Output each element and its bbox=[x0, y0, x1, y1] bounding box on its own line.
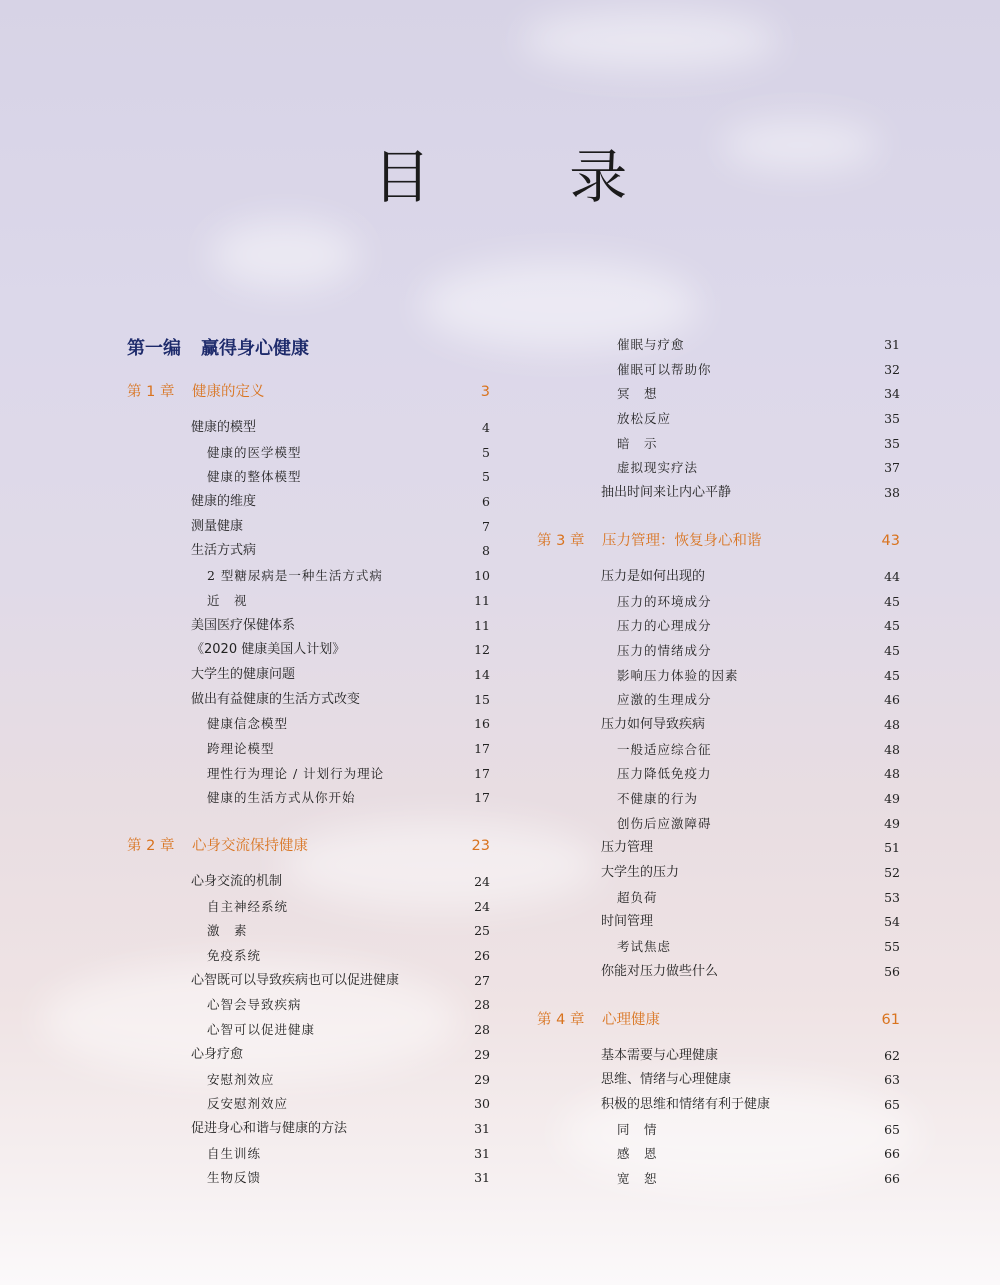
entry-page-number: 24 bbox=[474, 874, 490, 889]
toc-subentry[interactable] bbox=[127, 564, 490, 589]
entry-page-number: 6 bbox=[482, 494, 490, 510]
entry-title: 自主神经系统 bbox=[207, 898, 289, 914]
entry-title: 健康的模型 bbox=[191, 420, 257, 435]
toc-subentry[interactable] bbox=[537, 407, 900, 432]
entry-page-number: 15 bbox=[474, 691, 490, 707]
entry-page-number: 5 bbox=[482, 444, 490, 460]
entry-page-number: 8 bbox=[482, 543, 490, 559]
toc-subentry[interactable] bbox=[537, 333, 900, 358]
entry-page-number: 11 bbox=[474, 592, 490, 608]
chapter-number: 第 3 章 bbox=[537, 532, 585, 549]
entry-page-number: 25 bbox=[474, 923, 490, 939]
entry-page-number: 11 bbox=[474, 617, 490, 633]
toc-subentry[interactable] bbox=[537, 812, 900, 837]
entry-page-number: 63 bbox=[884, 1072, 900, 1088]
entry-title: 心身疗愈 bbox=[191, 1046, 244, 1062]
entry-title: 健康的生活方式从你开始 bbox=[207, 790, 356, 806]
chapter-title: 压力管理：恢复身心和谐 bbox=[602, 532, 762, 549]
entry-page-number: 48 bbox=[884, 716, 900, 732]
entry-title: 压力的心理成分 bbox=[617, 618, 712, 634]
entry-title: 心身交流的机制 bbox=[191, 874, 283, 889]
entry-page-number: 17 bbox=[474, 790, 490, 806]
entry-page-number: 49 bbox=[884, 815, 900, 831]
toc-subentry[interactable] bbox=[537, 886, 900, 911]
entry-title: 测量健康 bbox=[191, 518, 244, 534]
entry-title: 美国医疗保健体系 bbox=[191, 617, 296, 633]
entry-page-number: 51 bbox=[884, 840, 900, 856]
entry-page-number: 65 bbox=[884, 1121, 900, 1137]
entry-title: 时间管理 bbox=[601, 914, 654, 930]
toc-subentry[interactable] bbox=[537, 1142, 900, 1167]
entry-title: 心智会导致疾病 bbox=[207, 997, 302, 1013]
part-heading bbox=[127, 333, 490, 365]
chapter-entries bbox=[127, 870, 490, 1191]
entry-title: 心智可以促进健康 bbox=[207, 1022, 316, 1038]
entry-title: 理性行为理论 / 计划行为理论 bbox=[207, 765, 385, 781]
toc-subentry[interactable] bbox=[127, 944, 490, 969]
entry-title: 跨理论模型 bbox=[207, 740, 275, 756]
toc-entry[interactable] bbox=[537, 1044, 900, 1069]
toc-subentry[interactable] bbox=[537, 639, 900, 664]
entry-title: 冥 想 bbox=[617, 386, 658, 402]
toc-subentry[interactable] bbox=[537, 787, 900, 812]
chapter-number: 第 1 章 bbox=[127, 384, 175, 400]
entry-title: 近 视 bbox=[207, 592, 248, 608]
toc-entry[interactable] bbox=[127, 688, 490, 713]
chapter-entries bbox=[537, 1044, 900, 1192]
entry-title: 健康的医学模型 bbox=[207, 444, 302, 460]
chapter-page-number: 3 bbox=[480, 384, 490, 400]
entry-title: 大学生的压力 bbox=[601, 865, 680, 881]
cloud-decoration bbox=[210, 220, 360, 290]
chapter-title: 健康的定义 bbox=[192, 384, 265, 400]
chapter-number: 第 4 章 bbox=[537, 1011, 585, 1028]
entry-title: 一般适应综合征 bbox=[617, 741, 712, 757]
chapter-entries bbox=[127, 416, 490, 811]
entry-page-number: 45 bbox=[884, 618, 900, 634]
toc-entry[interactable] bbox=[127, 1117, 490, 1142]
entry-page-number: 31 bbox=[474, 1120, 490, 1136]
toc-entry[interactable] bbox=[537, 910, 900, 935]
toc-subentry[interactable] bbox=[537, 664, 900, 689]
entry-title: 激 素 bbox=[207, 923, 248, 939]
chapter-heading[interactable] bbox=[127, 377, 490, 407]
entry-title: 基本需要与心理健康 bbox=[601, 1047, 719, 1063]
entry-page-number: 49 bbox=[884, 791, 900, 806]
entry-title: 健康的维度 bbox=[191, 494, 257, 510]
entry-title: 压力降低免疫力 bbox=[617, 766, 712, 782]
entry-page-number: 45 bbox=[884, 593, 900, 609]
toc-subentry[interactable] bbox=[537, 762, 900, 787]
entry-title: 催眠可以帮助你 bbox=[617, 361, 712, 377]
toc-entry[interactable] bbox=[537, 713, 900, 738]
toc-entry[interactable] bbox=[127, 638, 490, 663]
toc-subentry[interactable] bbox=[537, 614, 900, 639]
entry-title: 促进身心和谐与健康的方法 bbox=[191, 1120, 348, 1136]
entry-title: 抽出时间来让内心平静 bbox=[601, 485, 732, 501]
chapter-list bbox=[127, 377, 490, 1191]
toc-left-column bbox=[127, 333, 490, 1211]
chapter-heading[interactable] bbox=[537, 526, 900, 556]
chapter-page-number: 23 bbox=[471, 838, 490, 854]
entry-title: 2 型糖尿病是一种生活方式病 bbox=[207, 568, 383, 584]
entry-page-number: 14 bbox=[474, 666, 490, 682]
toc-entry[interactable] bbox=[127, 663, 490, 688]
continued-entries bbox=[537, 333, 900, 506]
entry-page-number: 65 bbox=[884, 1096, 900, 1112]
entry-page-number: 38 bbox=[884, 485, 900, 501]
toc-subentry[interactable] bbox=[127, 1166, 490, 1191]
entry-title: 压力的情绪成分 bbox=[617, 642, 712, 658]
toc-subentry[interactable] bbox=[127, 441, 490, 466]
entry-title: 生物反馈 bbox=[207, 1170, 262, 1186]
toc-subentry[interactable] bbox=[127, 1142, 490, 1167]
entry-title: 你能对压力做些什么 bbox=[601, 963, 719, 979]
toc-entry[interactable] bbox=[537, 861, 900, 886]
entry-page-number: 28 bbox=[474, 1022, 490, 1038]
entry-title: 健康的整体模型 bbox=[207, 469, 302, 485]
entry-title: 生活方式病 bbox=[191, 543, 257, 559]
chapter-list bbox=[537, 526, 900, 1192]
toc-subentry[interactable] bbox=[537, 1118, 900, 1143]
toc-entry[interactable] bbox=[127, 969, 490, 994]
entry-title: 暗 示 bbox=[617, 435, 658, 451]
entry-page-number: 35 bbox=[884, 411, 900, 427]
entry-title: 安慰剂效应 bbox=[207, 1071, 275, 1087]
entry-page-number: 5 bbox=[482, 469, 490, 485]
toc-subentry[interactable] bbox=[537, 935, 900, 960]
entry-page-number: 10 bbox=[474, 568, 490, 584]
entry-page-number: 7 bbox=[482, 518, 490, 534]
entry-title: 创伤后应激障碍 bbox=[617, 815, 712, 831]
entry-page-number: 46 bbox=[884, 692, 900, 708]
toc-entry[interactable] bbox=[127, 515, 490, 540]
entry-page-number: 29 bbox=[474, 1046, 490, 1062]
toc-subentry[interactable] bbox=[127, 1068, 490, 1093]
chapter-heading[interactable] bbox=[127, 831, 490, 861]
chapter-page-number: 43 bbox=[881, 532, 900, 549]
entry-page-number: 31 bbox=[884, 337, 900, 352]
entry-title: 压力是如何出现的 bbox=[601, 568, 706, 584]
toc-entry[interactable] bbox=[537, 481, 900, 506]
entry-page-number: 17 bbox=[474, 740, 490, 756]
toc-subentry[interactable] bbox=[127, 919, 490, 944]
chapter-title: 心理健康 bbox=[602, 1011, 660, 1028]
entry-title: 《2020 健康美国人计划》 bbox=[191, 642, 346, 658]
entry-page-number: 48 bbox=[884, 741, 900, 757]
entry-page-number: 27 bbox=[474, 972, 490, 988]
toc-subentry[interactable] bbox=[537, 590, 900, 615]
entry-page-number: 28 bbox=[474, 997, 490, 1013]
entry-page-number: 44 bbox=[884, 568, 900, 584]
entry-page-number: 32 bbox=[884, 361, 900, 377]
entry-page-number: 30 bbox=[474, 1096, 490, 1112]
toc-subentry[interactable] bbox=[537, 382, 900, 407]
toc-entry[interactable] bbox=[537, 1068, 900, 1093]
toc-entry[interactable] bbox=[127, 490, 490, 515]
entry-page-number: 4 bbox=[482, 420, 490, 435]
entry-title: 做出有益健康的生活方式改变 bbox=[191, 691, 361, 707]
entry-title: 影响压力体验的因素 bbox=[617, 667, 739, 683]
toc-entry[interactable] bbox=[127, 870, 490, 895]
entry-title: 不健康的行为 bbox=[617, 791, 699, 806]
entry-page-number: 54 bbox=[884, 914, 900, 930]
entry-title: 压力管理 bbox=[601, 840, 654, 856]
toc-entry[interactable] bbox=[127, 1043, 490, 1068]
entry-page-number: 17 bbox=[474, 765, 490, 781]
toc-subentry[interactable] bbox=[537, 738, 900, 763]
toc-subentry[interactable] bbox=[537, 688, 900, 713]
entry-title: 自生训练 bbox=[207, 1145, 262, 1161]
entry-page-number: 31 bbox=[474, 1170, 490, 1186]
page-title: 目 录 bbox=[372, 143, 688, 211]
entry-page-number: 66 bbox=[884, 1170, 900, 1186]
entry-title: 积极的思维和情绪有利于健康 bbox=[601, 1096, 771, 1112]
entry-title: 考试焦虑 bbox=[617, 939, 672, 955]
entry-page-number: 29 bbox=[474, 1071, 490, 1087]
toc-subentry[interactable] bbox=[537, 456, 900, 481]
entry-title: 思维、情绪与心理健康 bbox=[601, 1072, 732, 1088]
entry-page-number: 45 bbox=[884, 642, 900, 658]
entry-title: 催眠与疗愈 bbox=[617, 337, 685, 352]
toc-subentry[interactable] bbox=[127, 712, 490, 737]
toc-subentry[interactable] bbox=[127, 737, 490, 762]
toc-subentry[interactable] bbox=[127, 1018, 490, 1043]
toc-subentry[interactable] bbox=[127, 762, 490, 787]
entry-page-number: 66 bbox=[884, 1146, 900, 1162]
entry-page-number: 12 bbox=[474, 642, 490, 658]
entry-page-number: 31 bbox=[474, 1145, 490, 1161]
toc-subentry[interactable] bbox=[127, 993, 490, 1018]
part-title: 赢得身心健康 bbox=[201, 338, 309, 359]
cloud-decoration bbox=[520, 10, 780, 70]
chapter-title: 心身交流保持健康 bbox=[192, 838, 308, 854]
entry-page-number: 37 bbox=[884, 460, 900, 476]
entry-page-number: 55 bbox=[884, 939, 900, 955]
entry-title: 健康信念模型 bbox=[207, 716, 289, 732]
toc-entry[interactable] bbox=[127, 416, 490, 441]
entry-title: 压力的环境成分 bbox=[617, 593, 712, 609]
toc-entry[interactable] bbox=[537, 960, 900, 985]
toc-entry[interactable] bbox=[127, 539, 490, 564]
entry-title: 反安慰剂效应 bbox=[207, 1096, 289, 1112]
toc-subentry[interactable] bbox=[537, 432, 900, 457]
entry-title: 虚拟现实疗法 bbox=[617, 460, 699, 476]
toc-entry[interactable] bbox=[537, 836, 900, 861]
toc-subentry[interactable] bbox=[127, 1092, 490, 1117]
chapter-entries bbox=[537, 565, 900, 985]
toc-subentry[interactable] bbox=[537, 358, 900, 383]
entry-title: 心智既可以导致疾病也可以促进健康 bbox=[191, 972, 400, 988]
entry-title: 感 恩 bbox=[617, 1146, 658, 1162]
entry-title: 大学生的健康问题 bbox=[191, 666, 296, 682]
entry-page-number: 53 bbox=[884, 889, 900, 905]
entry-title: 压力如何导致疾病 bbox=[601, 716, 706, 732]
entry-page-number: 16 bbox=[474, 716, 490, 732]
toc-entry[interactable] bbox=[537, 565, 900, 590]
entry-page-number: 24 bbox=[474, 898, 490, 914]
toc-subentry[interactable] bbox=[127, 895, 490, 920]
chapter-number: 第 2 章 bbox=[127, 838, 175, 854]
toc-subentry[interactable] bbox=[127, 589, 490, 614]
entry-title: 同 情 bbox=[617, 1121, 658, 1137]
entry-page-number: 26 bbox=[474, 948, 490, 964]
toc-entry[interactable] bbox=[537, 1093, 900, 1118]
entry-title: 宽 恕 bbox=[617, 1170, 658, 1186]
toc-subentry[interactable] bbox=[537, 1167, 900, 1192]
entry-page-number: 45 bbox=[884, 667, 900, 683]
entry-title: 超负荷 bbox=[617, 889, 658, 905]
chapter-heading[interactable] bbox=[537, 1005, 900, 1035]
toc-entry[interactable] bbox=[127, 614, 490, 639]
part-number: 第一编 bbox=[127, 338, 181, 359]
toc-right-column bbox=[537, 333, 900, 1212]
entry-title: 应激的生理成分 bbox=[617, 692, 712, 708]
entry-page-number: 52 bbox=[884, 865, 900, 881]
chapter-page-number: 61 bbox=[881, 1011, 900, 1028]
entry-page-number: 48 bbox=[884, 766, 900, 782]
toc-subentry[interactable] bbox=[127, 465, 490, 490]
entry-page-number: 62 bbox=[884, 1047, 900, 1063]
entry-title: 放松反应 bbox=[617, 411, 672, 427]
entry-page-number: 34 bbox=[884, 386, 900, 402]
entry-page-number: 56 bbox=[884, 963, 900, 979]
toc-subentry[interactable] bbox=[127, 786, 490, 811]
entry-title: 免疫系统 bbox=[207, 948, 262, 964]
entry-page-number: 35 bbox=[884, 435, 900, 451]
